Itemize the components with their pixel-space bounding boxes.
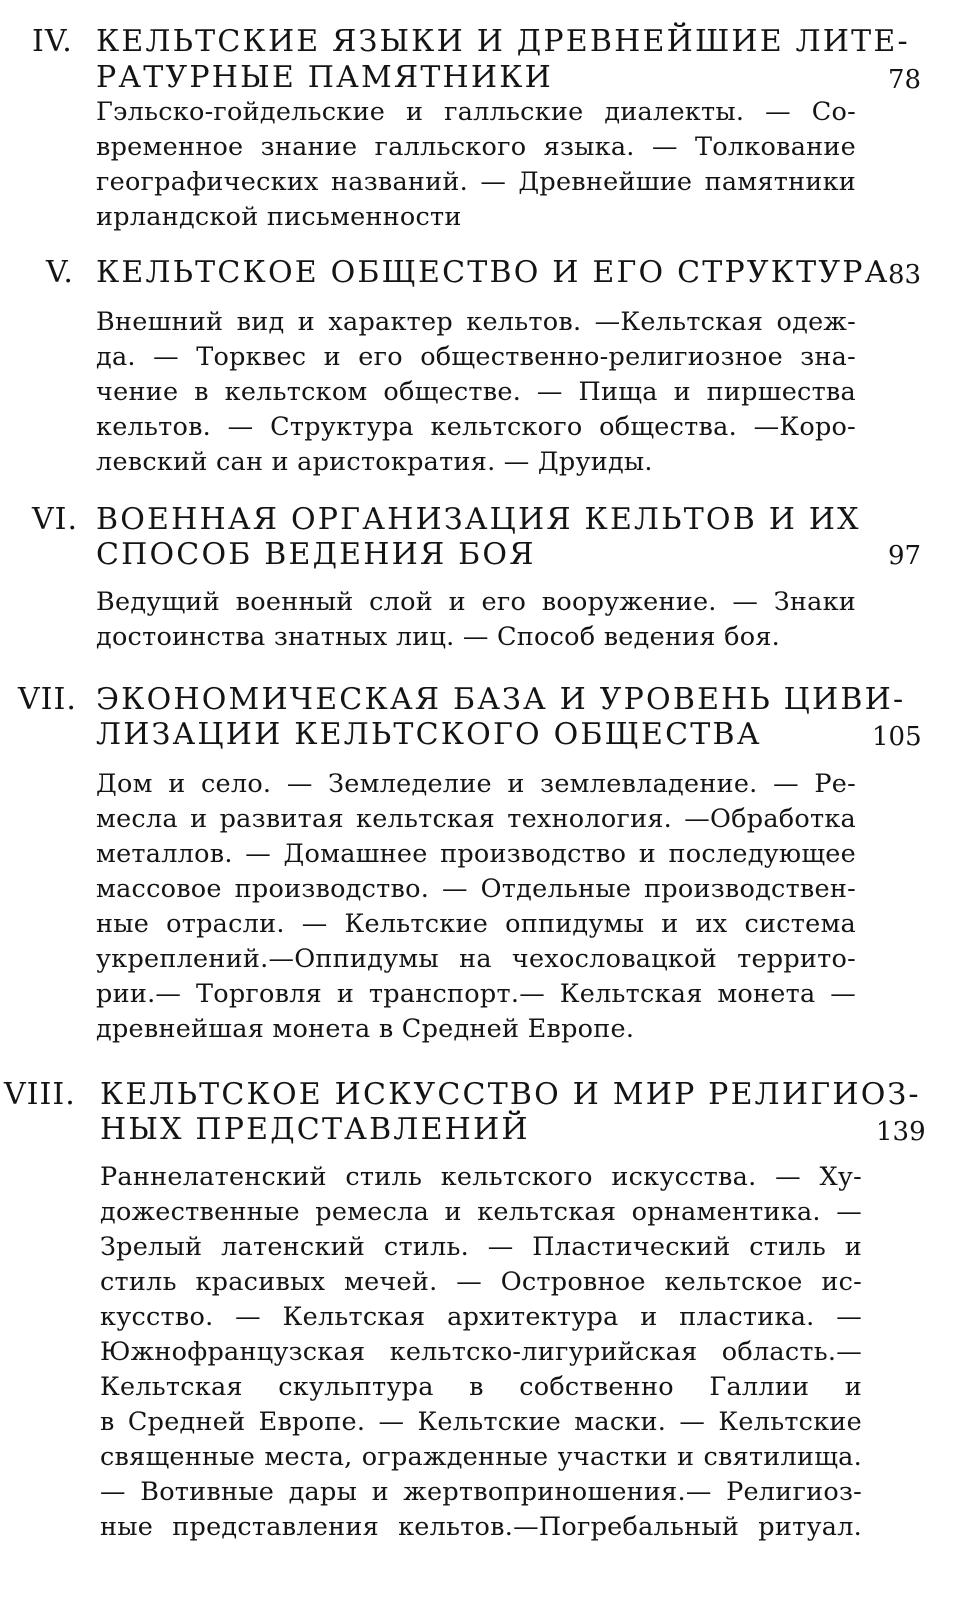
chapter-number: VI. [32, 502, 79, 537]
chapter-title-line: НЫХ ПРЕДСТАВЛЕНИЙ [100, 1112, 530, 1147]
chapter-description-line: Южнофранцузская кельтско-лигурийская область.— [100, 1337, 862, 1367]
chapter-description-line: ирландской письменности [96, 202, 462, 232]
chapter-description-line: месла и развитая кельтская технология. —Обработка [96, 804, 856, 834]
page-number: 78 [888, 65, 922, 95]
chapter-description-line: Раннелатенский стиль кельтского искусства. — Ху- [100, 1162, 862, 1192]
chapter-description-line: Дом и село. — Земледелие и землевладение. — Ре- [96, 769, 856, 799]
page-number: 97 [888, 541, 922, 571]
page-number: 139 [876, 1117, 926, 1147]
chapter-title-line: КЕЛЬТСКОЕ ОБЩЕСТВО И ЕГО СТРУКТУРА [96, 255, 890, 290]
chapter-title-line: ЭКОНОМИЧЕСКАЯ БАЗА И УРОВЕНЬ ЦИВИ- [96, 682, 906, 717]
chapter-description-line: временное знание галльского языка. — Толкование [96, 132, 856, 162]
chapter-description-line: священные места, огражденные участки и святилища. [100, 1442, 862, 1472]
chapter-description-line: ные представления кельтов.—Погребальный ритуал. [100, 1512, 862, 1542]
chapter-description-line: Кельтская скульптура в собственно Галлии и [100, 1372, 862, 1402]
chapter-title-line: КЕЛЬТСКИЕ ЯЗЫКИ И ДРЕВНЕЙШИЕ ЛИТЕ- [96, 24, 910, 59]
chapter-description-line: Зрелый латенский стиль. — Пластический стиль и [100, 1232, 862, 1262]
chapter-description-line: Внешний вид и характер кельтов. —Кельтская одеж- [96, 307, 856, 337]
page-number: 83 [888, 260, 922, 290]
chapter-description-line: стиль красивых мечей. — Островное кельтское ис- [100, 1267, 862, 1297]
chapter-description-line: укреплений.—Оппидумы на чехословацкой террито- [96, 944, 856, 974]
chapter-description-line: Гэльско-гойдельские и галльские диалекты. — Со- [96, 97, 856, 127]
chapter-description-line: древнейшая монета в Средней Европе. [96, 1014, 635, 1044]
chapter-number: VIII. [4, 1077, 76, 1112]
chapter-description-line: металлов. — Домашнее производство и последующее [96, 839, 856, 869]
chapter-description-line: массовое производство. — Отдельные производствен- [96, 874, 856, 904]
chapter-description-line: кельтов. — Структура кельтского общества. —Коро- [96, 412, 856, 442]
chapter-description-line: кусство. — Кельтская архитектура и пластика. — [100, 1302, 862, 1332]
chapter-description-line: в Средней Европе. — Кельтские маски. — Кельтские [100, 1407, 862, 1437]
chapter-description-line: да. — Торквес и его общественно-религиозное зна- [96, 342, 856, 372]
chapter-title-line: РАТУРНЫЕ ПАМЯТНИКИ [96, 60, 554, 95]
chapter-number: V. [46, 255, 74, 290]
chapter-description-line: — Вотивные дары и жертвоприношения.— Религиоз- [100, 1477, 862, 1507]
chapter-description-line: левский сан и аристократия. — Друиды. [96, 447, 653, 477]
chapter-number: VII. [18, 682, 77, 717]
chapter-description-line: чение в кельтском обществе. — Пища и пиршества [96, 377, 856, 407]
chapter-description-line: Ведущий военный слой и его вооружение. — Знаки [96, 587, 856, 617]
chapter-description-line: географических названий. — Древнейшие памятники [96, 167, 856, 197]
page-number: 105 [872, 722, 922, 752]
chapter-description-line: рии.— Торговля и транспорт.— Кельтская монета — [96, 979, 856, 1009]
chapter-title-line: ЛИЗАЦИИ КЕЛЬТСКОГО ОБЩЕСТВА [96, 717, 762, 752]
chapter-description-line: ные отрасли. — Кельтские оппидумы и их система [96, 909, 856, 939]
chapter-title-line: СПОСОБ ВЕДЕНИЯ БОЯ [96, 537, 536, 572]
chapter-number: IV. [32, 24, 73, 59]
chapter-title-line: КЕЛЬТСКОЕ ИСКУССТВО И МИР РЕЛИГИОЗ- [100, 1077, 921, 1112]
chapter-description-line: достоинства знатных лиц. — Способ ведения боя. [96, 622, 781, 652]
chapter-title-line: ВОЕННАЯ ОРГАНИЗАЦИЯ КЕЛЬТОВ И ИХ [96, 502, 861, 537]
chapter-description-line: дожественные ремесла и кельтская орнаментика. — [100, 1197, 862, 1227]
